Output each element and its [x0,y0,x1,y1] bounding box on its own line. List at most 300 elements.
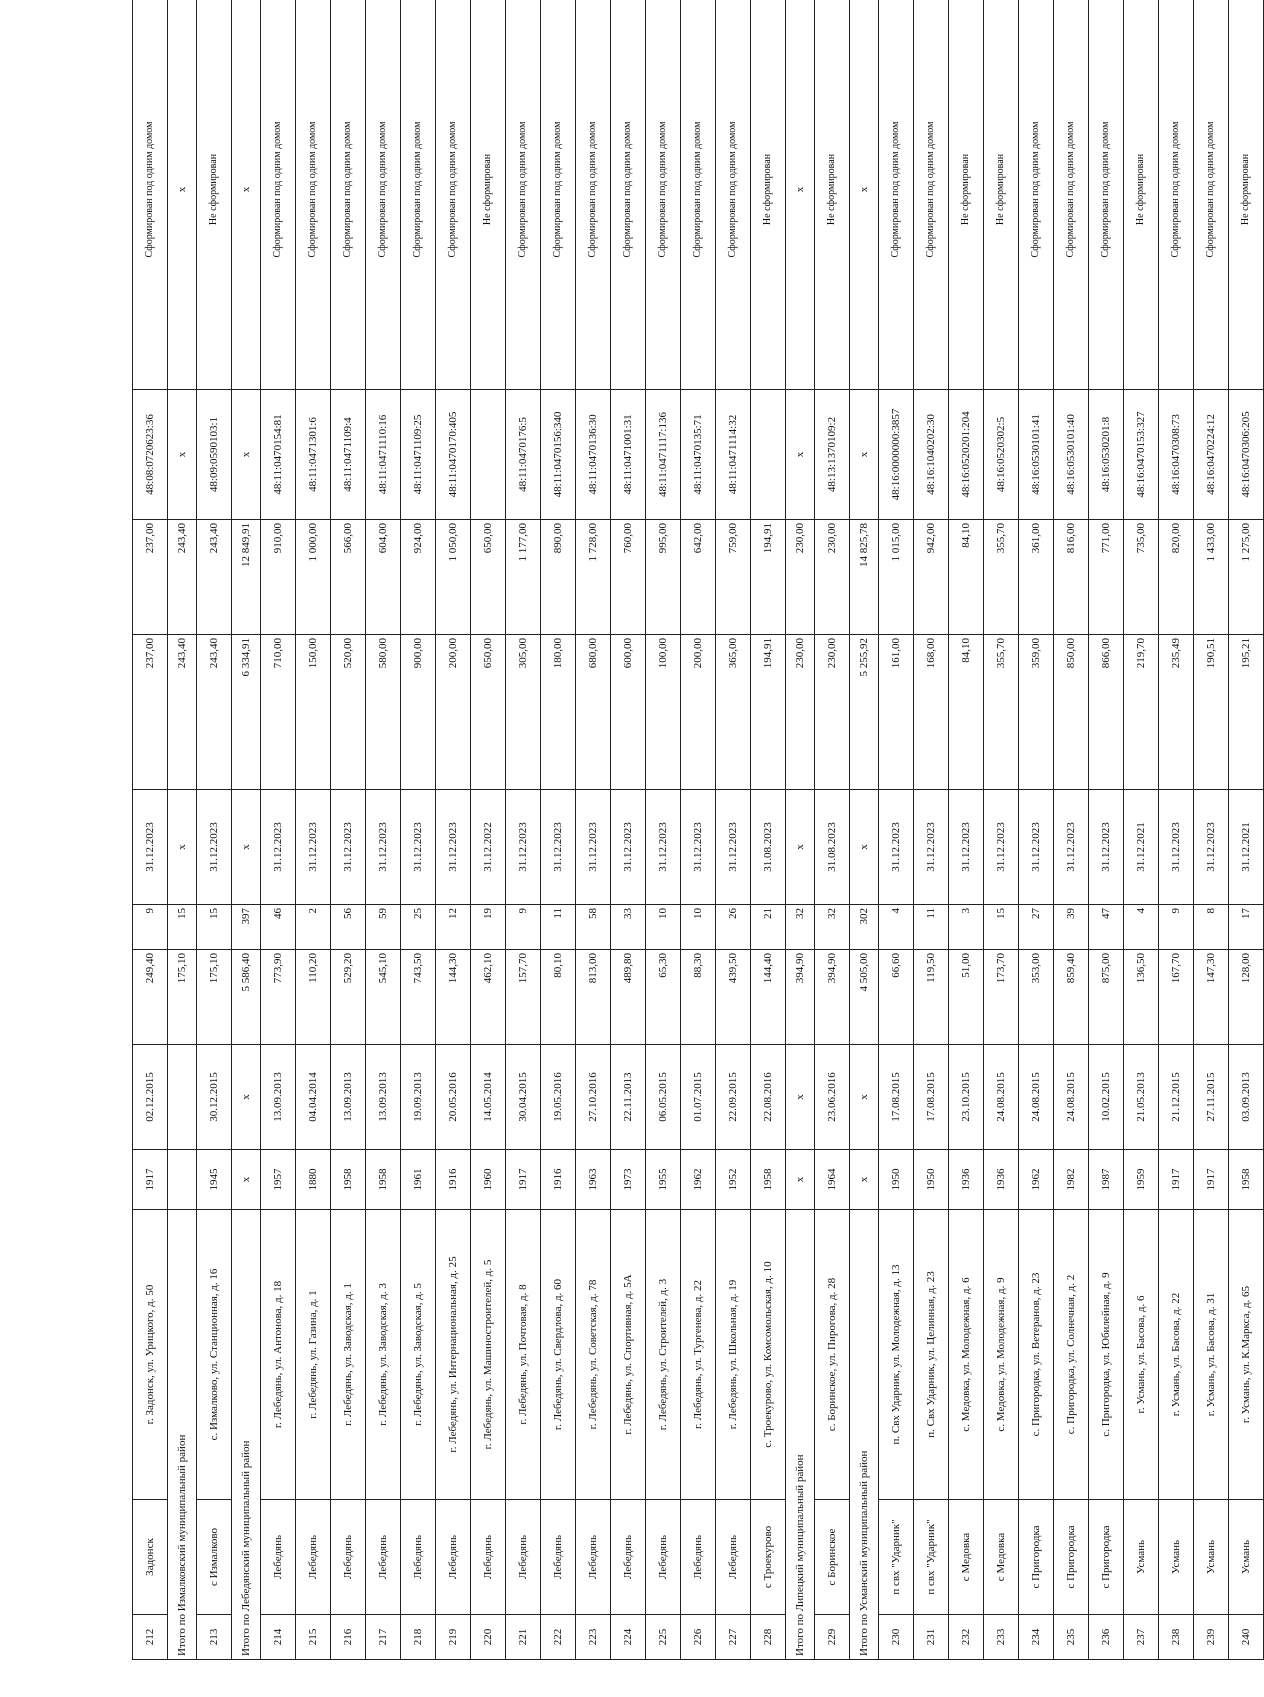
table-row [751,0,786,1660]
recognition-date-cell: 17.08.2015 [914,1045,949,1150]
locality-cell: Усмань [1159,1500,1194,1615]
land-status-cell: Сформирован под одним домом [1089,0,1124,390]
recognition-date-cell: 22.09.2015 [716,1045,751,1150]
residents-cell: 9 [1159,905,1194,950]
table-row [197,0,232,1660]
cadastral-number-cell: 48:11:0471001:31 [611,390,646,520]
locality-cell: Лебедянь [506,1500,541,1615]
area-cell: 119,50 [914,950,949,1045]
address-cell: г. Лебедянь, ул. Тургенева, д. 22 [681,1210,716,1500]
value-b-cell: 1 177,00 [506,520,541,635]
resettlement-date-cell: 31.12.2023 [506,790,541,905]
resettlement-date-cell: x [232,790,261,905]
year-cell: 1958 [366,1150,401,1210]
area-cell: 65,30 [646,950,681,1045]
address-cell: г. Лебедянь, ул. Заводская, д. 5 [401,1210,436,1500]
row-number-cell: 221 [506,1615,541,1660]
land-status-cell: Сформирован под одним домом [611,0,646,390]
value-a-cell: 520,00 [331,635,366,790]
cadastral-number-cell: 48:16:0470306:205 [1229,390,1264,520]
land-status-cell: Сформирован под одним домом [296,0,331,390]
recognition-date-cell: 04.04.2014 [296,1045,331,1150]
table-row [401,0,436,1660]
year-cell: 1916 [541,1150,576,1210]
land-status-cell: Сформирован под одним домом [716,0,751,390]
residents-cell: 10 [681,905,716,950]
locality-cell: Лебедянь [366,1500,401,1615]
land-status-cell: Сформирован под одним домом [1159,0,1194,390]
residents-cell: 21 [751,905,786,950]
year-cell: 1945 [197,1150,232,1210]
land-status-cell: Не сформирован [984,0,1019,390]
land-status-cell: Сформирован под одним домом [541,0,576,390]
cadastral-number-cell [471,390,506,520]
value-b-cell: 642,00 [681,520,716,635]
resettlement-date-cell: 31.08.2023 [751,790,786,905]
cadastral-number-cell [751,390,786,520]
cadastral-number-cell: 48:11:0471110:16 [366,390,401,520]
land-status-cell: Сформирован под одним домом [331,0,366,390]
address-cell: с. Троекурово, ул. Комсомольская, д. 10 [751,1210,786,1500]
residents-cell: 11 [541,905,576,950]
row-number-cell: 236 [1089,1615,1124,1660]
area-cell: 144,30 [436,950,471,1045]
address-cell: с. Пригородка, ул. Солнечная, д. 2 [1054,1210,1089,1500]
row-number-cell: 238 [1159,1615,1194,1660]
table-row [133,0,168,1660]
row-number-cell: 230 [879,1615,914,1660]
recognition-date-cell: 17.08.2015 [879,1045,914,1150]
value-a-cell: 365,00 [716,635,751,790]
resettlement-date-cell: 31.12.2023 [1089,790,1124,905]
table-row [1229,0,1264,1660]
row-number-cell: 220 [471,1615,506,1660]
cadastral-number-cell: 48:09:0590103:1 [197,390,232,520]
total-label-cell: Итого по Измалковский муниципальный район [168,1210,197,1660]
cadastral-number-cell: 48:16:0470224:12 [1194,390,1229,520]
land-status-cell: Не сформирован [1124,0,1159,390]
table-row [1054,0,1089,1660]
value-a-cell: 230,00 [786,635,815,790]
land-status-cell: Сформирован под одним домом [366,0,401,390]
year-cell: 1957 [261,1150,296,1210]
resettlement-date-cell: 31.12.2023 [1194,790,1229,905]
area-cell: 773,90 [261,950,296,1045]
residents-cell: 9 [506,905,541,950]
year-cell: 1987 [1089,1150,1124,1210]
cadastral-number-cell: 48:11:0470170:405 [436,390,471,520]
value-a-cell: 355,70 [984,635,1019,790]
resettlement-date-cell: 31.12.2023 [914,790,949,905]
value-b-cell: 759,00 [716,520,751,635]
address-cell: с. Пригородка, ул. Ветеранов, д. 23 [1019,1210,1054,1500]
land-status-cell: x [850,0,879,390]
residents-cell: 4 [1124,905,1159,950]
cadastral-number-cell: 48:11:0470154:81 [261,390,296,520]
address-cell: с. Пригородка, ул. Юбилейная, д. 9 [1089,1210,1124,1500]
residents-cell: 397 [232,905,261,950]
land-status-cell: Сформирован под одним домом [506,0,541,390]
residents-cell: 15 [984,905,1019,950]
value-a-cell: 230,00 [815,635,850,790]
year-cell: 1917 [1194,1150,1229,1210]
value-a-cell: 180,00 [541,635,576,790]
year-cell: 1958 [331,1150,366,1210]
value-b-cell: 942,00 [914,520,949,635]
land-status-cell: Сформирован под одним домом [133,0,168,390]
locality-cell: Лебедянь [436,1500,471,1615]
residents-cell: 19 [471,905,506,950]
cadastral-number-cell: 48:16:0470308:73 [1159,390,1194,520]
year-cell: 1964 [815,1150,850,1210]
row-number-cell: 235 [1054,1615,1089,1660]
area-cell: 173,70 [984,950,1019,1045]
value-b-cell: 84,10 [949,520,984,635]
total-label-cell: Итого по Липецкий муниципальный район [786,1210,815,1660]
resettlement-date-cell: 31.12.2023 [1054,790,1089,905]
locality-cell: Лебедянь [576,1500,611,1615]
land-status-cell: Сформирован под одним домом [646,0,681,390]
locality-cell: п свх "Ударник" [879,1500,914,1615]
locality-cell: с Троекурово [751,1500,786,1615]
land-status-cell: Сформирован под одним домом [261,0,296,390]
year-cell: 1962 [1019,1150,1054,1210]
residents-cell: 27 [1019,905,1054,950]
land-status-cell: Сформирован под одним домом [1054,0,1089,390]
cadastral-number-cell: 48:13:1370109:2 [815,390,850,520]
table-row [471,0,506,1660]
address-cell: г. Задонск, ул. Урицкого, д. 50 [133,1210,168,1500]
table-row [646,0,681,1660]
year-cell: 1917 [133,1150,168,1210]
area-cell: 545,10 [366,950,401,1045]
address-cell: г. Усмань, ул. Басова, д. 22 [1159,1210,1194,1500]
row-number-cell: 212 [133,1615,168,1660]
table-row [1124,0,1159,1660]
table-row [949,0,984,1660]
area-cell: 110,20 [296,950,331,1045]
year-cell: 1950 [914,1150,949,1210]
table-row [366,0,401,1660]
land-status-cell: x [168,0,197,390]
resettlement-date-cell: x [168,790,197,905]
area-cell: 353,00 [1019,950,1054,1045]
housing-table [132,0,1264,1660]
address-cell: п. Свх Ударник, ул. Молодежная, д. 13 [879,1210,914,1500]
value-a-cell: 900,00 [401,635,436,790]
cadastral-number-cell: x [850,390,879,520]
locality-cell: Усмань [1194,1500,1229,1615]
area-cell: 394,90 [815,950,850,1045]
resettlement-date-cell: 31.12.2023 [331,790,366,905]
value-a-cell: 650,00 [471,635,506,790]
address-cell: г. Лебедянь, ул. Машиностроителей, д. 5 [471,1210,506,1500]
resettlement-date-cell: 31.12.2023 [681,790,716,905]
recognition-date-cell: x [786,1045,815,1150]
address-cell: г. Лебедянь, ул. Спортивная, д. 5А [611,1210,646,1500]
total-row [232,0,261,1660]
value-b-cell: 604,00 [366,520,401,635]
row-number-cell: 237 [1124,1615,1159,1660]
recognition-date-cell: 23.06.2016 [815,1045,850,1150]
address-cell: г. Лебедянь, ул. Строителей, д. 3 [646,1210,681,1500]
value-b-cell: 995,00 [646,520,681,635]
residents-cell: 56 [331,905,366,950]
value-b-cell: 1 433,00 [1194,520,1229,635]
area-cell: 439,50 [716,950,751,1045]
residents-cell: 2 [296,905,331,950]
residents-cell: 4 [879,905,914,950]
locality-cell: Лебедянь [716,1500,751,1615]
value-a-cell: 200,00 [681,635,716,790]
year-cell: 1950 [879,1150,914,1210]
cadastral-number-cell: 48:11:0470176:5 [506,390,541,520]
residents-cell: 33 [611,905,646,950]
address-cell: с. Измалково, ул. Станционная, д. 16 [197,1210,232,1500]
rotated-table-stage [132,0,1252,1660]
resettlement-date-cell: 31.12.2023 [133,790,168,905]
residents-cell: 46 [261,905,296,950]
locality-cell: с Боринское [815,1500,850,1615]
area-cell: 66,60 [879,950,914,1045]
locality-cell: Усмань [1124,1500,1159,1615]
total-row [168,0,197,1660]
row-number-cell: 239 [1194,1615,1229,1660]
residents-cell: 8 [1194,905,1229,950]
table-row [1194,0,1229,1660]
resettlement-date-cell: 31.12.2023 [261,790,296,905]
row-number-cell: 226 [681,1615,716,1660]
residents-cell: 32 [786,905,815,950]
recognition-date-cell: 24.08.2015 [984,1045,1019,1150]
value-b-cell: 1 015,00 [879,520,914,635]
table-row [296,0,331,1660]
residents-cell: 17 [1229,905,1264,950]
value-b-cell: 1 728,00 [576,520,611,635]
value-a-cell: 243,40 [168,635,197,790]
residents-cell: 12 [436,905,471,950]
recognition-date-cell: 03.09.2013 [1229,1045,1264,1150]
value-a-cell: 190,51 [1194,635,1229,790]
year-cell: 1952 [716,1150,751,1210]
value-b-cell: 361,00 [1019,520,1054,635]
table-row [576,0,611,1660]
recognition-date-cell: 01.07.2015 [681,1045,716,1150]
table-row [261,0,296,1660]
value-a-cell: 680,00 [576,635,611,790]
row-number-cell: 240 [1229,1615,1264,1660]
address-cell: г. Усмань, ул. К.Маркса, д. 65 [1229,1210,1264,1500]
value-a-cell: 6 334,91 [232,635,261,790]
address-cell: г. Усмань, ул. Басова, д. 31 [1194,1210,1229,1500]
land-status-cell: Сформирован под одним домом [436,0,471,390]
year-cell: x [786,1150,815,1210]
address-cell: г. Лебедянь, ул. Почтовая, д. 8 [506,1210,541,1500]
recognition-date-cell: 22.11.2013 [611,1045,646,1150]
year-cell: x [232,1150,261,1210]
value-b-cell: 12 849,91 [232,520,261,635]
area-cell: 743,50 [401,950,436,1045]
area-cell: 128,00 [1229,950,1264,1045]
row-number-cell: 216 [331,1615,366,1660]
area-cell: 157,70 [506,950,541,1045]
table-row [331,0,366,1660]
recognition-date-cell: 06.05.2015 [646,1045,681,1150]
recognition-date-cell: 24.08.2015 [1054,1045,1089,1150]
value-a-cell: 600,00 [611,635,646,790]
land-status-cell: x [786,0,815,390]
year-cell: x [850,1150,879,1210]
locality-cell: с Пригородка [1089,1500,1124,1615]
value-b-cell: 243,40 [197,520,232,635]
address-cell: г. Лебедянь, ул. Заводская, д. 1 [331,1210,366,1500]
year-cell: 1917 [1159,1150,1194,1210]
year-cell: 1960 [471,1150,506,1210]
resettlement-date-cell: x [850,790,879,905]
cadastral-number-cell: 48:11:0470136:30 [576,390,611,520]
cadastral-number-cell: x [786,390,815,520]
value-b-cell: 230,00 [786,520,815,635]
value-a-cell: 84,10 [949,635,984,790]
year-cell: 1958 [1229,1150,1264,1210]
value-b-cell: 816,00 [1054,520,1089,635]
resettlement-date-cell: 31.12.2023 [197,790,232,905]
locality-cell: Задонск [133,1500,168,1615]
land-status-cell: Сформирован под одним домом [681,0,716,390]
residents-cell: 25 [401,905,436,950]
area-cell: 394,90 [786,950,815,1045]
value-a-cell: 237,00 [133,635,168,790]
value-a-cell: 710,00 [261,635,296,790]
recognition-date-cell: 30.04.2015 [506,1045,541,1150]
row-number-cell: 232 [949,1615,984,1660]
locality-cell: с Медовка [949,1500,984,1615]
cadastral-number-cell: x [232,390,261,520]
resettlement-date-cell: 31.12.2023 [611,790,646,905]
cadastral-number-cell: 48:11:0471109:25 [401,390,436,520]
resettlement-date-cell: 31.12.2023 [949,790,984,905]
resettlement-date-cell: 31.12.2021 [1229,790,1264,905]
value-a-cell: 194,91 [751,635,786,790]
resettlement-date-cell: 31.12.2021 [1124,790,1159,905]
value-a-cell: 235,49 [1159,635,1194,790]
year-cell: 1916 [436,1150,471,1210]
value-a-cell: 100,00 [646,635,681,790]
cadastral-number-cell: 48:08:0720623:36 [133,390,168,520]
resettlement-date-cell: 31.12.2023 [1019,790,1054,905]
table-row [541,0,576,1660]
row-number-cell: 219 [436,1615,471,1660]
row-number-cell: 233 [984,1615,1019,1660]
year-cell: 1958 [751,1150,786,1210]
table-row [984,0,1019,1660]
land-status-cell: Не сформирован [471,0,506,390]
value-b-cell: 924,00 [401,520,436,635]
address-cell: с. Боринское, ул. Пирогова, д. 28 [815,1210,850,1500]
area-cell: 51,00 [949,950,984,1045]
area-cell: 167,70 [1159,950,1194,1045]
year-cell: 1955 [646,1150,681,1210]
area-cell: 80,10 [541,950,576,1045]
value-a-cell: 168,00 [914,635,949,790]
row-number-cell: 227 [716,1615,751,1660]
land-status-cell: Сформирован под одним домом [879,0,914,390]
year-cell: 1973 [611,1150,646,1210]
resettlement-date-cell: 31.12.2022 [471,790,506,905]
cadastral-number-cell: 48:11:0471117:136 [646,390,681,520]
locality-cell: Лебедянь [471,1500,506,1615]
residents-cell: 11 [914,905,949,950]
area-cell: 144,40 [751,950,786,1045]
locality-cell: Лебедянь [646,1500,681,1615]
land-status-cell: Сформирован под одним домом [576,0,611,390]
value-b-cell: 230,00 [815,520,850,635]
value-b-cell: 194,91 [751,520,786,635]
address-cell: с. Медовка, ул. Молодежная, д. 9 [984,1210,1019,1500]
row-number-cell: 218 [401,1615,436,1660]
table-row [815,0,850,1660]
address-cell: п. Свх Ударник, ул. Целинная, д. 23 [914,1210,949,1500]
recognition-date-cell: 13.09.2013 [366,1045,401,1150]
address-cell: г. Лебедянь, ул. Газина, д. 1 [296,1210,331,1500]
resettlement-date-cell: 31.12.2023 [576,790,611,905]
recognition-date-cell: 21.05.2013 [1124,1045,1159,1150]
row-number-cell: 224 [611,1615,646,1660]
recognition-date-cell: 21.12.2015 [1159,1045,1194,1150]
area-cell: 813,00 [576,950,611,1045]
cadastral-number-cell: 48:16:0470153:327 [1124,390,1159,520]
value-b-cell: 890,00 [541,520,576,635]
area-cell: 175,10 [197,950,232,1045]
row-number-cell: 223 [576,1615,611,1660]
resettlement-date-cell: x [786,790,815,905]
locality-cell: Лебедянь [541,1500,576,1615]
cadastral-number-cell: 48:11:0471109:4 [331,390,366,520]
resettlement-date-cell: 31.12.2023 [879,790,914,905]
area-cell: 147,30 [1194,950,1229,1045]
recognition-date-cell: 22.08.2016 [751,1045,786,1150]
residents-cell: 47 [1089,905,1124,950]
locality-cell: Лебедянь [261,1500,296,1615]
value-a-cell: 195,21 [1229,635,1264,790]
area-cell: 489,80 [611,950,646,1045]
row-number-cell: 228 [751,1615,786,1660]
resettlement-date-cell: 31.12.2023 [716,790,751,905]
value-a-cell: 200,00 [436,635,471,790]
address-cell: г. Усмань, ул. Басова, д. 6 [1124,1210,1159,1500]
value-b-cell: 650,00 [471,520,506,635]
resettlement-date-cell: 31.12.2023 [1159,790,1194,905]
row-number-cell: 222 [541,1615,576,1660]
recognition-date-cell: 30.12.2015 [197,1045,232,1150]
locality-cell: с Пригородка [1054,1500,1089,1615]
cadastral-number-cell: 48:16:0530101:40 [1054,390,1089,520]
recognition-date-cell: 13.09.2013 [261,1045,296,1150]
value-a-cell: 161,00 [879,635,914,790]
resettlement-date-cell: 31.12.2023 [541,790,576,905]
residents-cell: 15 [168,905,197,950]
residents-cell: 302 [850,905,879,950]
year-cell: 1936 [984,1150,1019,1210]
area-cell: 4 505,00 [850,950,879,1045]
year-cell: 1982 [1054,1150,1089,1210]
locality-cell: Усмань [1229,1500,1264,1615]
cadastral-number-cell: 48:16:0520302:5 [984,390,1019,520]
table-row [914,0,949,1660]
address-cell: г. Лебедянь, ул. Интернациональная, д. 25 [436,1210,471,1500]
address-cell: г. Лебедянь, ул. Свердлова, д. 60 [541,1210,576,1500]
value-b-cell: 735,00 [1124,520,1159,635]
